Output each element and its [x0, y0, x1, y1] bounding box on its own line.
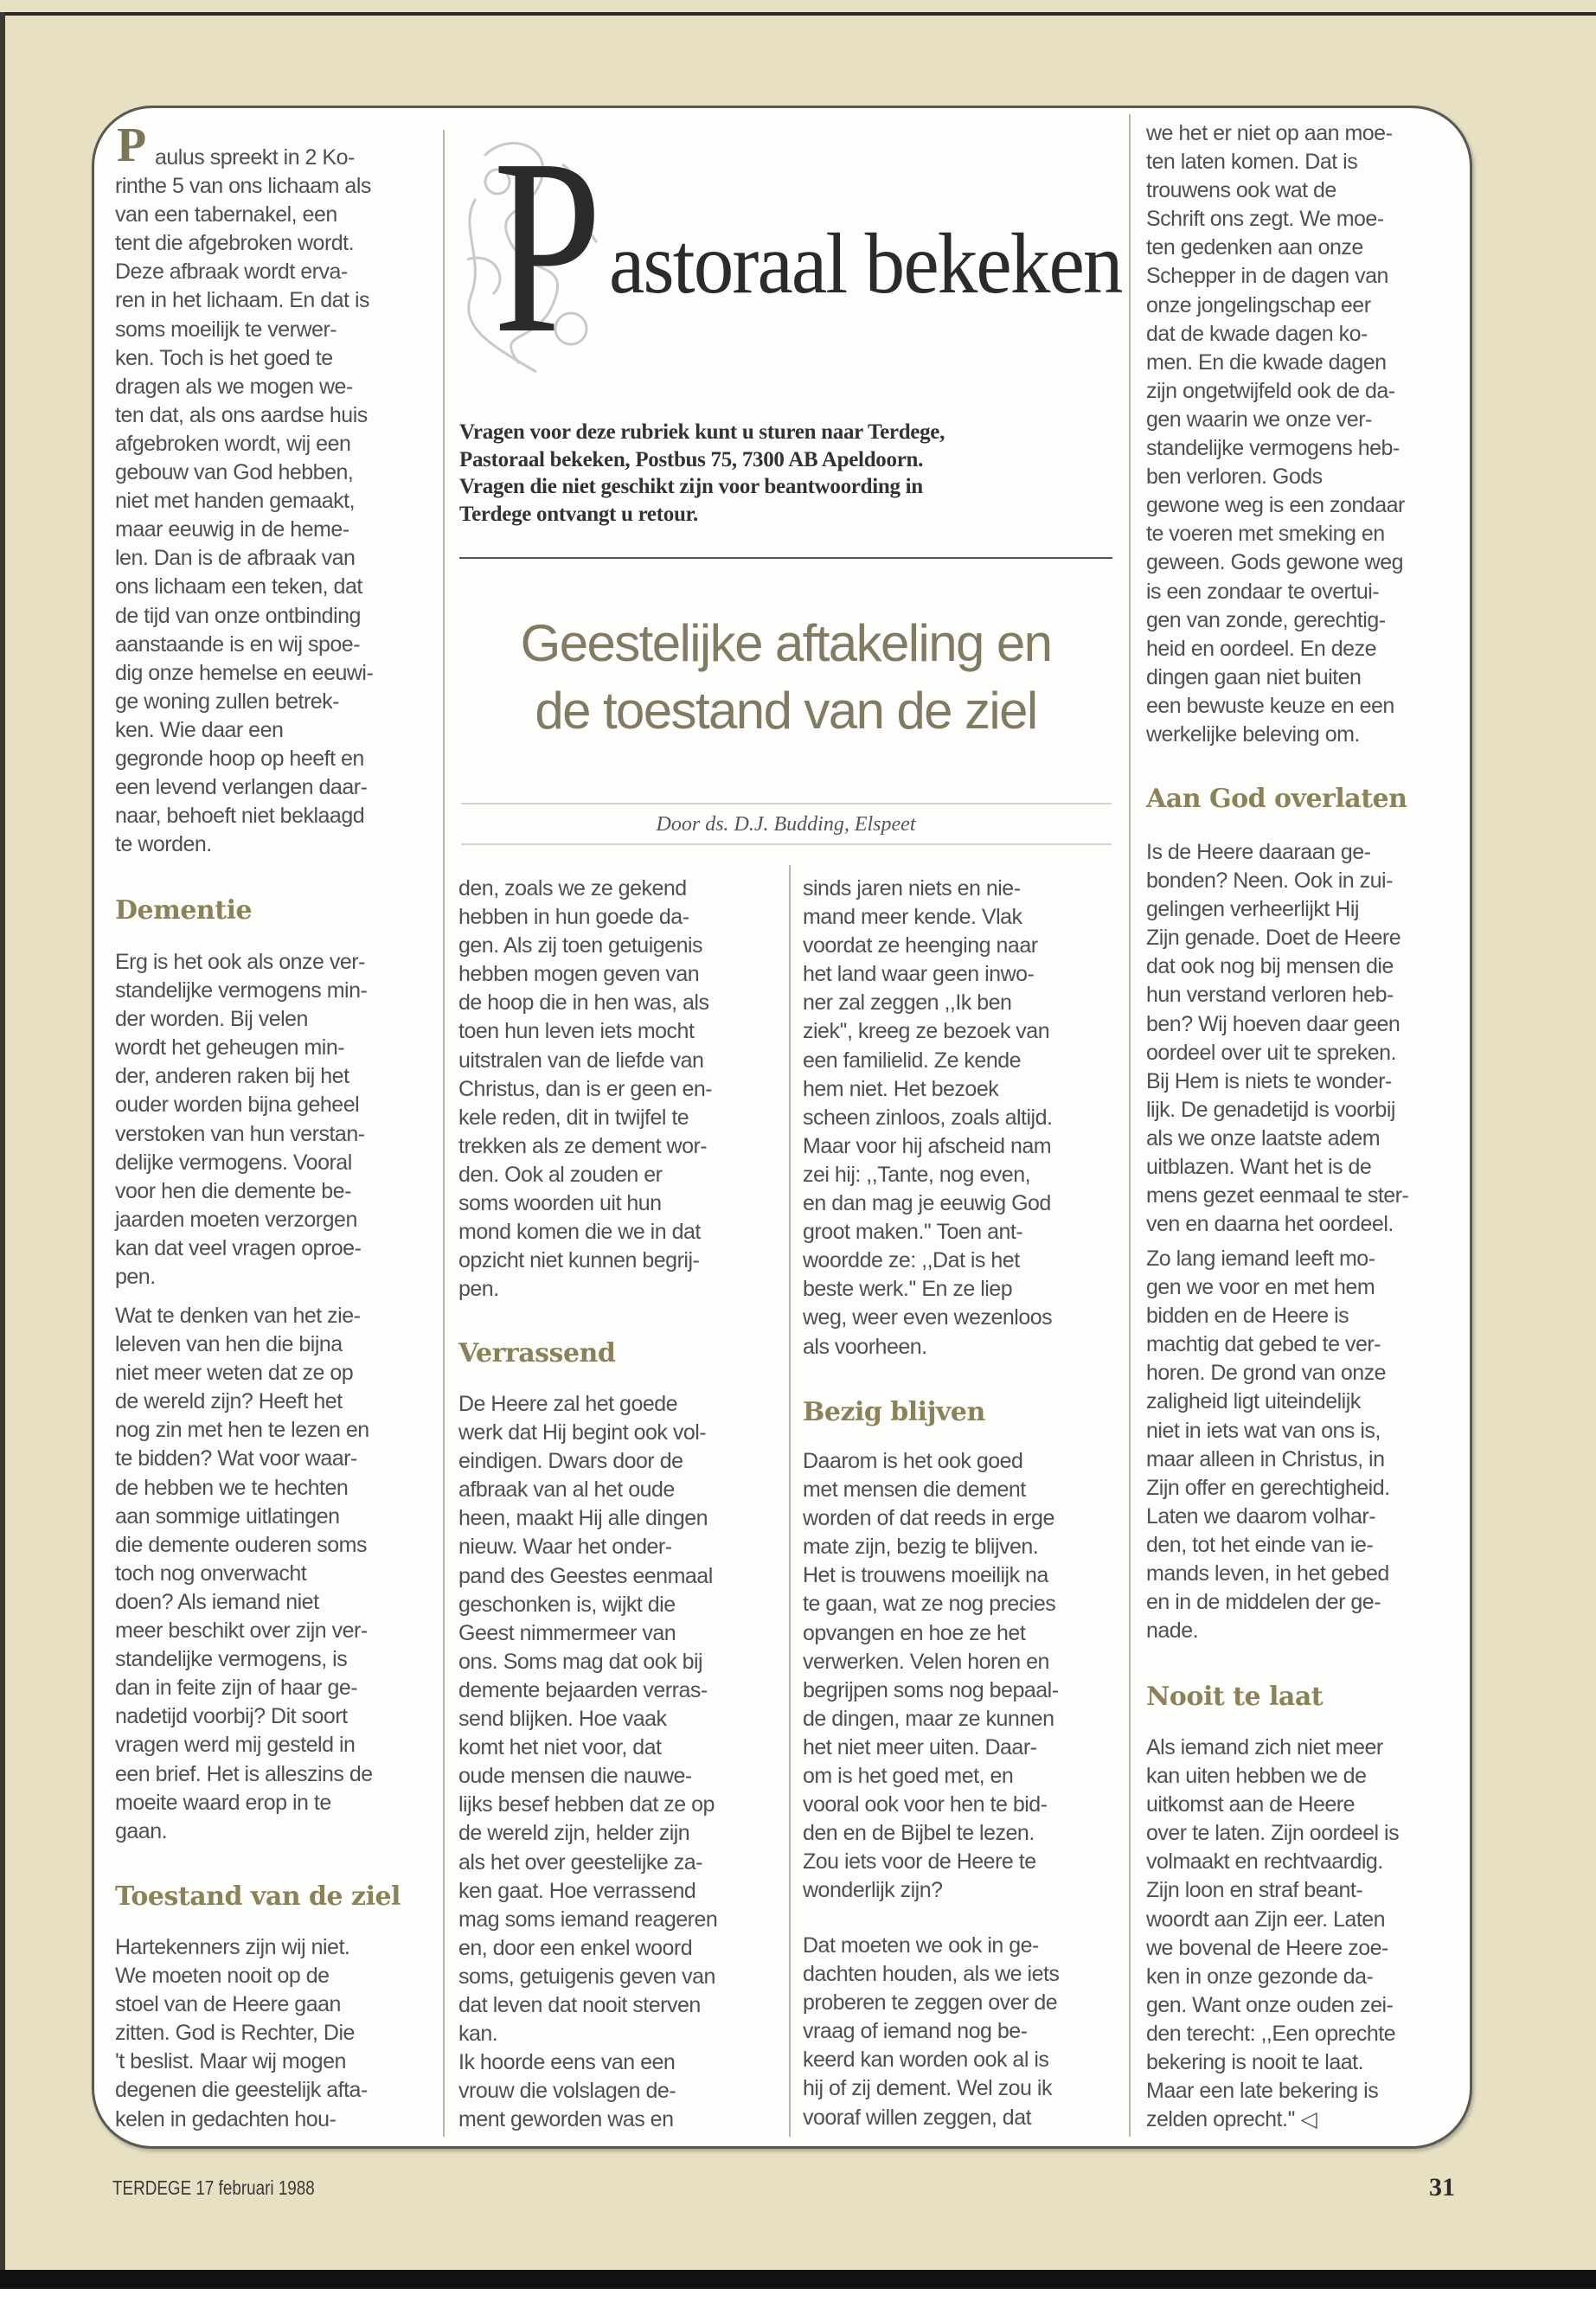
text-line: ziek'', kreeg ze bezoek van [803, 1019, 1050, 1044]
paragraph [115, 1933, 368, 2134]
text-line: Geest nimmermeer van [458, 1620, 676, 1645]
text-line: uitblazen. Want het is de [1146, 1155, 1372, 1180]
text-line: opvangen en hoe ze het [803, 1620, 1026, 1645]
paragraph [803, 1447, 1059, 1906]
text-line: met mensen die dement [803, 1477, 1026, 1503]
text-line: ons lichaam een teken, dat [115, 574, 362, 599]
paragraph [1146, 1245, 1390, 1645]
text-line: hun verstand verloren heb- [1146, 983, 1394, 1008]
text-line: weg, weer even wezenloos [803, 1305, 1053, 1330]
text-line: den, tot het einde van ie- [1146, 1532, 1374, 1557]
text-line: nieuw. Waar het onder- [458, 1535, 672, 1560]
text-line: doen? Als iemand niet [115, 1589, 319, 1614]
text-line: vrouw die volslagen de- [458, 2079, 676, 2104]
text-line: den. Ook al zouden er [458, 1162, 663, 1187]
text-line: leleven van hen die bijna [115, 1332, 343, 1357]
text-line: bekering is nooit te laat. [1146, 2050, 1364, 2075]
section-heading: Toestand van de ziel [115, 1881, 401, 1912]
page-number: 31 [1429, 2173, 1455, 2202]
masthead-initial: P [493, 107, 602, 385]
text-line: trouwens ook wat de [1146, 178, 1336, 203]
text-line: mate zijn, bezig te blijven. [803, 1535, 1039, 1560]
text-line: verwerken. Velen horen en [803, 1649, 1049, 1674]
text-line: aan sommige uitlatingen [115, 1503, 340, 1529]
text-line: kelen in gedachten hou- [115, 2106, 337, 2131]
text-line: maar eeuwig in de heme- [115, 517, 349, 542]
text-line: den, zoals we ze gekend [458, 876, 687, 901]
text-line: ment geworden was en [458, 2107, 674, 2132]
text-line: en dan mag je eeuwig God [803, 1191, 1051, 1216]
text-line: de dingen, maar ze kunnen [803, 1706, 1054, 1731]
footer-publication: TERDEGE 17 februari 1988 [112, 2176, 315, 2199]
text-line: den terecht: ,,Een oprechte [1146, 2021, 1396, 2046]
text-line: len. Dan is de afbraak van [115, 546, 356, 571]
text-line: woordde ze: ,,Dat is het [803, 1248, 1020, 1273]
text-line: als het over geestelijke za- [458, 1849, 702, 1875]
text-line: mands leven, in het gebed [1146, 1561, 1389, 1586]
text-line: dragen als we mogen we- [115, 374, 353, 399]
text-line: nadetijd voorbij? Dit soort [115, 1704, 348, 1729]
text-line: ken. Wie daar een [115, 717, 284, 742]
text-line: over te laten. Zijn oordeel is [1146, 1821, 1400, 1846]
scan-left-edge [0, 12, 5, 2270]
text-line: horen. De grond van onze [1146, 1361, 1387, 1386]
text-line: men. En die kwade dagen [1146, 349, 1387, 375]
text-line: is een zondaar te overtui- [1146, 579, 1380, 604]
text-line: ouder worden bijna geheel [115, 1093, 360, 1118]
text-line: heen, maakt Hij alle dingen [458, 1506, 708, 1531]
text-line: Zijn loon en straf beant- [1146, 1878, 1363, 1903]
text-line: dat ook nog bij mensen die [1146, 954, 1394, 979]
text-line: groot maken.'' Toen ant- [803, 1220, 1023, 1245]
text-line: dachten houden, als we iets [803, 1962, 1060, 1987]
drop-cap: P [117, 119, 147, 172]
intro-line: Terdege ontvangt u retour. [459, 503, 699, 527]
text-line: zei hij: ,,Tante, nog even, [803, 1162, 1031, 1187]
text-line: ten laten komen. Dat is [1146, 150, 1358, 175]
paragraph [458, 875, 712, 1304]
text-line: een bewuste keuze en een [1146, 693, 1394, 718]
text-line: volmaakt en rechtvaardig. [1146, 1849, 1383, 1875]
section-heading: Aan God overlaten [1146, 784, 1407, 814]
text-line: die demente ouderen soms [115, 1532, 367, 1557]
text-line: als voorheen. [803, 1334, 927, 1359]
paragraph [803, 1932, 1059, 2132]
text-line: mens gezet eenmaal te ster- [1146, 1183, 1409, 1208]
text-line: geschonken is, wijkt die [458, 1592, 676, 1617]
text-line: hebben mogen geven van [458, 962, 700, 987]
text-line: De Heere zal het goede [458, 1392, 678, 1416]
text-line: en, door een enkel woord [458, 1935, 693, 1960]
text-line: een brief. Het is alleszins de [115, 1761, 373, 1786]
text-line: maar alleen in Christus, in [1146, 1446, 1385, 1471]
text-line: de tijd van onze ontbinding [115, 603, 361, 628]
text-line: gen. Als zij toen getuigenis [458, 933, 703, 958]
paragraph [1146, 1734, 1399, 2134]
text-line: Zou iets voor de Heere te [803, 1849, 1036, 1875]
text-line: hem niet. Het bezoek [803, 1076, 999, 1101]
text-line: niet in iets wat van ons is, [1146, 1418, 1381, 1443]
text-line: degenen die geestelijk afta- [115, 2078, 368, 2103]
text-line: zijn ongetwijfeld ook de da- [1146, 378, 1395, 403]
text-line: ken gaat. Hoe verrassend [458, 1878, 696, 1903]
text-line: te worden. [115, 832, 212, 857]
text-line: bidden en de Heere is [1146, 1304, 1349, 1329]
text-line: gen van zonde, gerechtig- [1146, 607, 1386, 632]
text-line: aulus spreekt in 2 Ko- [155, 145, 355, 170]
text-line: keerd kan worden ook al is [803, 2048, 1049, 2073]
text-line: begrijpen soms nog bepaal- [803, 1677, 1059, 1702]
text-line: niet meer weten dat ze op [115, 1361, 354, 1386]
text-line: een levend verlangen daar- [115, 775, 368, 800]
text-line: Laten we daarom volhar- [1146, 1503, 1376, 1529]
text-line: een familielid. Ze kende [803, 1048, 1022, 1073]
text-line: scheen zinloos, zoals altijd. [803, 1105, 1053, 1130]
text-line: mond komen die we in dat [458, 1220, 701, 1245]
text-line: vraag of iemand nog be- [803, 2019, 1028, 2044]
text-line: dat de kwade dagen ko- [1146, 321, 1368, 346]
section-heading: Verrassend [458, 1338, 616, 1368]
text-line: als we onze laatste adem [1146, 1125, 1381, 1150]
text-line: heid en oordeel. En deze [1146, 636, 1376, 661]
paragraph [803, 875, 1052, 1362]
text-line: zelden oprecht.'' ◁ [1146, 2107, 1317, 2132]
section-heading: Dementie [115, 895, 253, 926]
text-line: Erg is het ook als onze ver- [115, 950, 365, 974]
text-line: moeite waard erop in te [115, 1790, 331, 1815]
text-line: oude mensen die nauwe- [458, 1764, 692, 1789]
paragraph [115, 1302, 373, 1846]
text-line: mand meer kende. Vlak [803, 905, 1022, 930]
title-line: Geestelijke aftakeling en [520, 614, 1052, 672]
text-line: de wereld zijn, helder zijn [458, 1821, 690, 1846]
text-line: Schrift ons zegt. We moe- [1146, 207, 1384, 232]
text-line: van een tabernakel, een [115, 202, 337, 228]
text-line: dan in feite zijn of haar ge- [115, 1676, 358, 1701]
text-line: eindigen. Dwars door de [458, 1449, 683, 1474]
paragraph [115, 119, 374, 859]
text-line: Maar een late bekering is [1146, 2079, 1379, 2104]
paragraph [1146, 119, 1405, 749]
text-line: rinthe 5 van ons lichaam als [115, 174, 371, 199]
text-line: voor hen die demente be- [115, 1178, 351, 1203]
paragraph [1146, 838, 1408, 1239]
text-line: ten gedenken aan onze [1146, 235, 1363, 260]
text-line: nade. [1146, 1618, 1199, 1644]
text-line: het niet meer uiten. Daar- [803, 1734, 1037, 1759]
text-line: wordt het geheugen min- [115, 1035, 345, 1061]
text-line: Ik hoorde eens van een [458, 2050, 676, 2075]
text-line: Het is trouwens moeilijk na [803, 1563, 1048, 1588]
text-line: standelijke vermogens, is [115, 1647, 348, 1672]
text-line: Zo lang iemand leeft mo- [1146, 1247, 1375, 1271]
text-line: standelijke vermogens min- [115, 978, 368, 1003]
text-line: den en de Bijbel te lezen. [803, 1821, 1035, 1846]
paragraph [458, 1390, 717, 2134]
byline: Door ds. D.J. Budding, Elspeet [656, 813, 916, 836]
text-line: dat leven dat nooit sterven [458, 1992, 701, 2017]
text-line: geween. Gods gewone weg [1146, 550, 1404, 575]
text-line: vooral ook voor hen te bid- [803, 1792, 1048, 1817]
text-line: gaan. [115, 1818, 168, 1843]
text-line: Maar voor hij afscheid nam [803, 1133, 1052, 1158]
text-line: meer beschikt over zijn ver- [115, 1618, 368, 1644]
text-line: trekken als ze dement wor- [458, 1133, 708, 1158]
text-line: machtig dat gebed te ver- [1146, 1332, 1381, 1357]
text-line: gelingen verheerlijkt Hij [1146, 897, 1359, 922]
text-line: zitten. God is Rechter, Die [115, 2021, 355, 2046]
text-line: Deze afbraak wordt erva- [115, 260, 348, 285]
text-line: soms woorden uit hun [458, 1191, 662, 1216]
text-line: oordeel over uit te spreken. [1146, 1040, 1396, 1065]
text-line: Zijn genade. Doet de Heere [1146, 926, 1401, 951]
text-line: naar, behoeft niet beklaagd [115, 804, 365, 829]
text-line: gebouw van God hebben, [115, 460, 354, 485]
text-line: vragen werd mij gesteld in [115, 1733, 356, 1758]
text-line: ons. Soms mag dat ook bij [458, 1649, 703, 1674]
text-line: proberen te zeggen over de [803, 1990, 1058, 2016]
text-line: sinds jaren niets en nie- [803, 876, 1021, 901]
text-line: standelijke vermogens heb- [1146, 436, 1400, 461]
column-divider [1129, 114, 1131, 2137]
text-line: opzicht niet kunnen begrij- [458, 1248, 700, 1273]
text-line: gen. Want onze ouden zei- [1146, 1992, 1394, 2017]
text-line: wonderlijk zijn? [803, 1878, 943, 1903]
text-line: en in de middelen der ge- [1146, 1590, 1381, 1615]
text-line: 't beslist. Maar wij mogen [115, 2049, 346, 2074]
title-line: de toestand van de ziel [535, 682, 1037, 740]
text-line: tent die afgebroken wordt. [115, 231, 355, 256]
text-line: delijke vermogens. Vooral [115, 1150, 352, 1175]
intro-line: Vragen voor deze rubriek kunt u sturen naar Terdege, [459, 420, 945, 444]
column-divider [789, 865, 791, 2137]
text-line: Wat te denken van het zie- [115, 1304, 361, 1328]
text-line: jaarden moeten verzorgen [115, 1207, 357, 1232]
text-line: Daarom is het ook goed [803, 1449, 1023, 1473]
text-line: ken. Toch is het goed te [115, 345, 333, 370]
text-line: toch nog onverwacht [115, 1561, 307, 1586]
text-line: dig onze hemelse en eeuwi- [115, 660, 374, 685]
text-line: pen. [115, 1265, 156, 1290]
text-line: bonden? Neen. Ook in zui- [1146, 868, 1393, 894]
text-line: ven en daarna het oordeel. [1146, 1212, 1394, 1237]
text-line: ren in het lichaam. En dat is [115, 288, 369, 313]
text-line: onze jongelingschap eer [1146, 292, 1371, 317]
text-line: vooraf willen zeggen, dat [803, 2105, 1032, 2130]
text-line: ben? Wij hoeven daar geen [1146, 1011, 1401, 1036]
section-heading: Nooit te laat [1146, 1682, 1324, 1712]
text-line: de hebben we te hechten [115, 1475, 349, 1500]
text-line: toen hun leven iets mocht [458, 1019, 695, 1044]
text-line: we bovenal de Heere zoe- [1146, 1935, 1388, 1960]
article-column-4 [1146, 0, 1466, 2145]
text-line: afbraak van al het oude [458, 1477, 675, 1503]
text-line: om is het goed met, en [803, 1764, 1014, 1789]
article-column-2 [458, 0, 783, 2145]
text-line: Hartekenners zijn wij niet. [115, 1935, 350, 1959]
text-line: Is de Heere daaraan ge- [1146, 840, 1371, 864]
text-line: we het er niet op aan moe- [1146, 121, 1393, 145]
text-line: ner zal zeggen ,,Ik ben [803, 990, 1012, 1016]
text-line: woordt aan Zijn eer. Laten [1146, 1907, 1386, 1932]
text-line: ben verloren. Gods [1146, 465, 1323, 490]
intro-line: Pastoraal bekeken, Postbus 75, 7300 AB Apeldoorn. [459, 447, 924, 471]
text-line: Christus, dan is er geen en- [458, 1076, 713, 1101]
text-line: ge woning zullen betrek- [115, 689, 339, 714]
text-line: hebben in hun goede da- [458, 905, 689, 930]
text-line: uitstralen van de liefde van [458, 1048, 704, 1073]
text-line: ken in onze gezonde da- [1146, 1964, 1374, 1989]
masthead-title: astoraal bekeken [609, 215, 1122, 311]
text-line: niet met handen gemaakt, [115, 489, 356, 514]
text-line: kele reden, dit in twijfel te [458, 1105, 689, 1130]
text-line: kan. [458, 2022, 498, 2047]
text-line: kan dat veel vragen oproe- [115, 1235, 362, 1260]
text-line: soms, getuigenis geven van [458, 1964, 715, 1989]
text-line: zaligheid ligt uiteindelijk [1146, 1389, 1361, 1414]
text-line: Dat moeten we ook in ge- [803, 1933, 1039, 1958]
text-line: gen waarin we onze ver- [1146, 407, 1372, 432]
text-line: werk dat Hij begint ook vol- [458, 1420, 707, 1445]
text-line: uitkomst aan de Heere [1146, 1792, 1356, 1817]
scan-bottom-edge [0, 2270, 1596, 2289]
article-column-1 [115, 0, 435, 2145]
text-line: verstoken van hun verstan- [115, 1121, 365, 1146]
text-line: gegronde hoop op heeft en [115, 746, 364, 771]
text-line: der worden. Bij velen [115, 1007, 308, 1032]
text-line: We moeten nooit op de [115, 1964, 330, 1989]
text-line: soms moeilijk te verwer- [115, 317, 337, 342]
column-divider [443, 130, 445, 2137]
text-line: demente bejaarden verras- [458, 1677, 708, 1702]
text-line: stoel van de Heere gaan [115, 1992, 341, 2017]
text-line: te voeren met smeking en [1146, 522, 1385, 547]
text-line: send blijken. Hoe vaak [458, 1707, 667, 1732]
text-line: ten dat, als ons aardse huis [115, 402, 368, 427]
scan-margin [0, 2289, 1596, 2301]
intro-line: Vragen die niet geschikt zijn voor beantwoording in [459, 475, 923, 499]
text-line: het land waar geen inwo- [803, 962, 1035, 987]
text-line: Bij Hem is niets te wonder- [1146, 1068, 1392, 1093]
text-line: pand des Geestes eenmaal [458, 1563, 713, 1588]
text-line: lijk. De genadetijd is voorbij [1146, 1097, 1395, 1122]
text-line: te bidden? Wat voor waar- [115, 1446, 357, 1471]
text-line: lijks besef hebben dat ze op [458, 1792, 715, 1817]
text-line: beste werk.'' En ze liep [803, 1277, 1013, 1302]
article-column-3 [803, 0, 1123, 2145]
text-line: dingen gaan niet buiten [1146, 664, 1362, 689]
text-line: pen. [458, 1277, 499, 1302]
text-line: mag soms iemand reageren [458, 1907, 718, 1932]
text-line: afgebroken wordt, wij een [115, 431, 351, 456]
text-line: Schepper in de dagen van [1146, 264, 1388, 289]
text-line: der, anderen raken bij het [115, 1064, 349, 1089]
paragraph [115, 948, 367, 1292]
text-line: aanstaande is en wij spoe- [115, 631, 361, 657]
text-line: kan uiten hebben we de [1146, 1764, 1367, 1789]
text-line: Zijn offer en gerechtigheid. [1146, 1475, 1390, 1500]
text-line: gen we voor en met hem [1146, 1275, 1375, 1300]
text-line: voordat ze heenging naar [803, 933, 1038, 958]
section-heading: Bezig blijven [803, 1397, 985, 1427]
text-line: hij of zij dement. Wel zou ik [803, 2076, 1052, 2101]
text-line: komt het niet voor, dat [458, 1735, 662, 1760]
text-line: nog zin met hen te lezen en [115, 1418, 369, 1443]
text-line: werkelijke beleving om. [1146, 721, 1360, 747]
text-line: worden of dat reeds in erge [803, 1506, 1054, 1531]
text-line: de hoop die in hen was, als [458, 990, 709, 1016]
text-line: gewone weg is een zondaar [1146, 493, 1405, 518]
text-line: Als iemand zich niet meer [1146, 1735, 1383, 1759]
text-line: te gaan, wat ze nog precies [803, 1592, 1056, 1617]
text-line: de wereld zijn? Heeft het [115, 1389, 343, 1414]
